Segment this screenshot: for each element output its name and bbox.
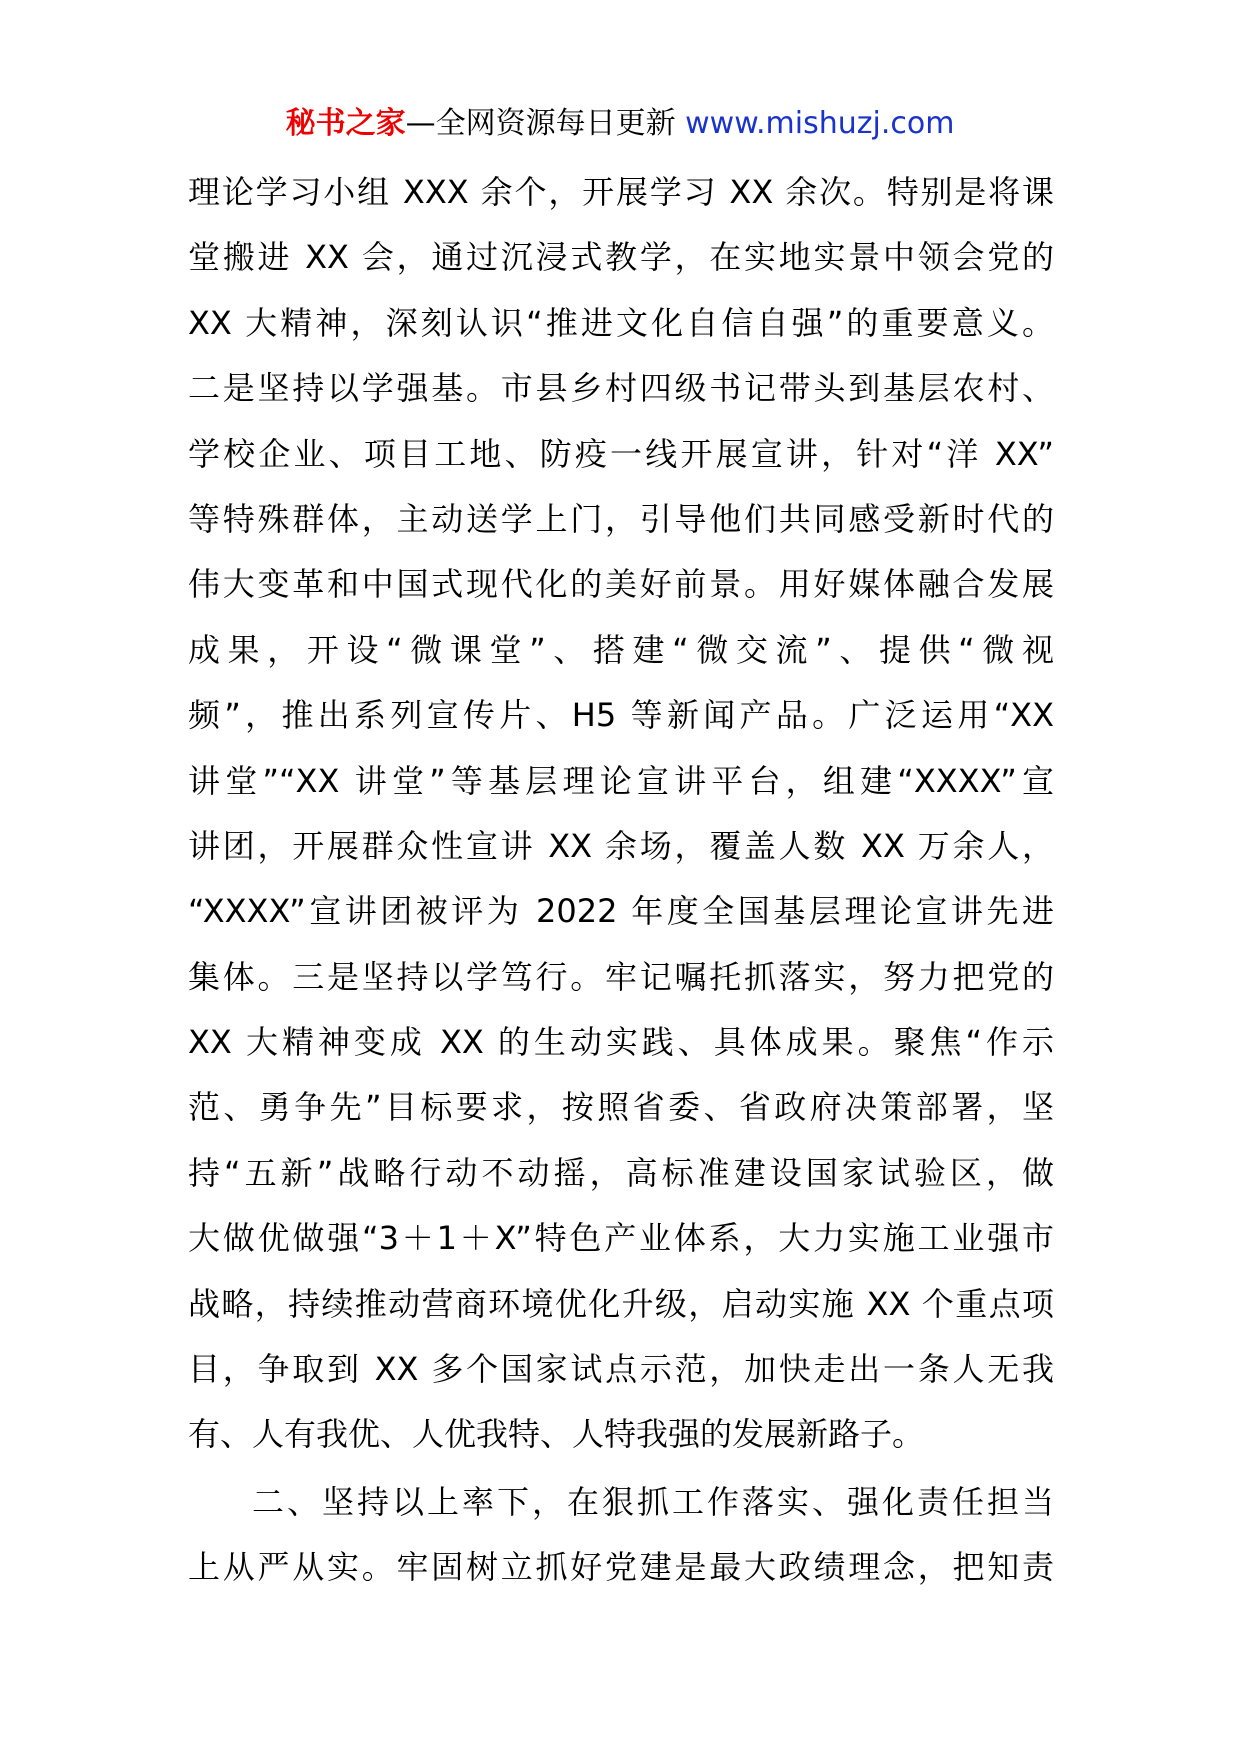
document-body [188, 160, 1054, 1601]
text-line: 二是坚持以学强基。市县乡村四级书记带头到基层农村、 [188, 369, 1054, 408]
text-line: 成果，开设“微课堂”、搭建“微交流”、提供“微视 [188, 630, 1054, 669]
text-line: 战略，持续推动营商环境优化升级，启动实施 XX 个重点项 [188, 1284, 1054, 1323]
text-line: 学校企业、项目工地、防疫一线开展宣讲，针对“洋 XX” [188, 434, 1054, 473]
text-line: “XXXX”宣讲团被评为 2022 年度全国基层理论宣讲先进 [188, 892, 1054, 931]
text-line: 二、坚持以上率下，在狠抓工作落实、强化责任担当 [252, 1482, 1054, 1521]
paragraph [188, 1470, 1054, 1601]
text-line: 上从严从实。牢固树立抓好党建是最大政绩理念，把知责 [188, 1548, 1054, 1587]
text-line: XX 大精神，深刻认识“推进文化自信自强”的重要意义。 [188, 303, 1054, 342]
text-line: 频”，推出系列宣传片、H5 等新闻产品。广泛运用“XX [188, 696, 1054, 735]
text-line: 集体。三是坚持以学笃行。牢记嘱托抓落实，努力把党的 [188, 957, 1054, 996]
text-line: 伟大变革和中国式现代化的美好前景。用好媒体融合发展 [188, 565, 1054, 604]
text-line: 大做优做强“3＋1＋X”特色产业体系，大力实施工业强市 [188, 1219, 1054, 1258]
brand-name: 秘书之家 [285, 106, 406, 141]
text-line: 等特殊群体，主动送学上门，引导他们共同感受新时代的 [188, 499, 1054, 538]
text-line: 目，争取到 XX 多个国家试点示范，加快走出一条人无我 [188, 1350, 1054, 1389]
text-line: 范、勇争先”目标要求，按照省委、省政府决策部署，坚 [188, 1088, 1054, 1127]
text-line: 堂搬进 XX 会，通过沉浸式教学，在实地实景中领会党的 [188, 238, 1054, 277]
text-line: 持“五新”战略行动不动摇，高标准建设国家试验区，做 [188, 1153, 1054, 1192]
text-line: 有、人有我优、人优我特、人特我强的发展新路子。 [188, 1415, 925, 1454]
text-line: 讲团，开展群众性宣讲 XX 余场，覆盖人数 XX 万余人， [188, 826, 1054, 865]
text-line: 理论学习小组 XXX 余个，开展学习 XX 余次。特别是将课 [188, 173, 1054, 211]
site-url-link[interactable]: www.mishuzj.com [685, 106, 955, 141]
header-tagline: —全网资源每日更新 [405, 106, 676, 141]
page-header [0, 102, 1240, 146]
text-line: 讲堂”“XX 讲堂”等基层理论宣讲平台，组建“XXXX”宣 [188, 761, 1054, 800]
paragraph [188, 160, 1054, 1468]
text-line: XX 大精神变成 XX 的生动实践、具体成果。聚焦“作示 [188, 1023, 1054, 1062]
